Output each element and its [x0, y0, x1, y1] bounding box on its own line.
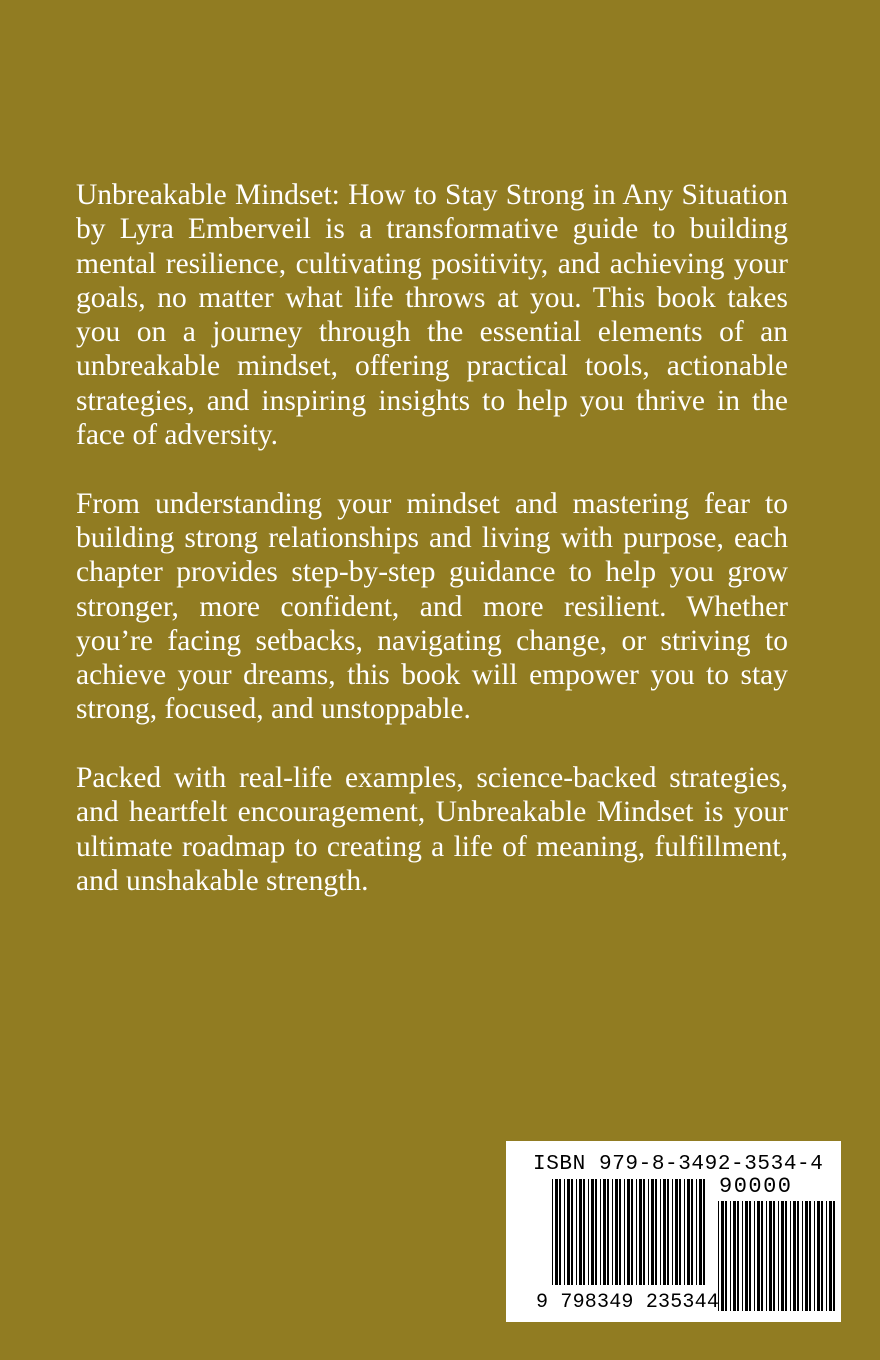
ean-barcode-bars [552, 1179, 708, 1285]
blurb-paragraph-2: From understanding your mindset and mastering fear to building strong relationships and living with purpose, each chapter provides step-by-step guidance to help you grow stronger, more confident, and more resilient. Whether you’re facing setbacks, navigating change, or striving to achieve your dreams, this book will empower you to stay strong, focused, and unstoppable. [76, 487, 788, 726]
back-cover-blurb [76, 178, 788, 933]
isbn-label: ISBN 979-8-3492-3534-4 [533, 1153, 824, 1176]
isbn-barcode-box [506, 1141, 841, 1322]
blurb-paragraph-3: Packed with real-life examples, science-backed strategies, and heartfelt encouragement, Unbreakable Mindset is your ultimate roadmap to creating a life of meaning, fulfillment, and unshakable strength. [76, 762, 788, 897]
ean-digits-label: 9 798349 235344 [536, 1291, 720, 1314]
blurb-paragraph-1: Unbreakable Mindset: How to Stay Strong in Any Situation by Lyra Emberveil is a transformative guide to building mental resilience, cultivating positivity, and achieving your goals, no matter what life throws at you. This book takes you on a journey through the essential elements of an unbreakable mindset, offering practical tools, actionable strategies, and inspiring insights to help you thrive in the face of adversity. [76, 179, 788, 452]
price-addon-barcode-bars [718, 1201, 838, 1311]
price-addon-label: 90000 [719, 1174, 793, 1199]
